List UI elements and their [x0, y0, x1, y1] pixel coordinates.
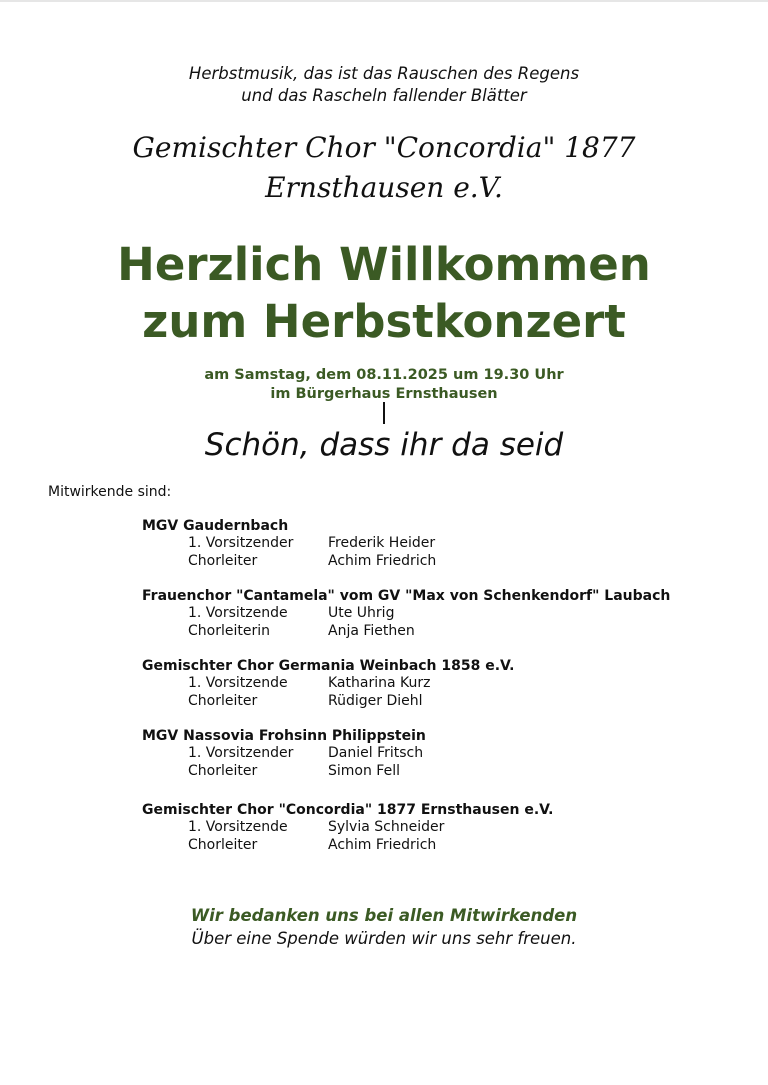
choir-entry	[142, 587, 742, 640]
welcome-line-1: Herzlich Willkommen	[117, 238, 651, 291]
choir-entry	[142, 727, 742, 780]
person-name: Simon Fell	[328, 762, 400, 779]
person-name: Frederik Heider	[328, 535, 436, 551]
role-row	[142, 605, 742, 623]
role-label: Chorleiter	[188, 692, 258, 709]
role-row	[142, 553, 742, 571]
text-cursor	[383, 402, 385, 424]
person-name: Achim Friedrich	[328, 836, 437, 853]
club-name-line-1: Gemischter Chor "Concordia" 1877	[132, 131, 636, 164]
role-label: 1. Vorsitzende	[188, 819, 288, 835]
choir-name: MGV Gaudernbach	[142, 518, 289, 534]
role-label: Chorleiterin	[188, 622, 270, 639]
choir-name: MGV Nassovia Frohsinn Philippstein	[142, 728, 426, 744]
role-row	[142, 623, 742, 641]
person-name: Anja Fiethen	[328, 622, 415, 639]
choir-name: Frauenchor "Cantamela" vom GV "Max von Schenkendorf" Laubach	[142, 588, 671, 604]
donation-line: Über eine Spende würden wir uns sehr freuen.	[191, 929, 577, 948]
person-name: Achim Friedrich	[328, 552, 437, 569]
event-date: am Samstag, dem 08.11.2025 um 19.30 Uhr	[204, 367, 564, 383]
role-row	[142, 535, 742, 553]
welcome-line-2: zum Herbstkonzert	[142, 295, 626, 348]
choir-list	[142, 517, 742, 871]
person-name: Ute Uhrig	[328, 605, 395, 621]
role-label: Chorleiter	[188, 836, 258, 853]
person-name: Daniel Fritsch	[328, 745, 424, 761]
role-label: 1. Vorsitzende	[188, 675, 288, 691]
event-details	[0, 366, 768, 404]
role-row	[142, 819, 742, 837]
role-row	[142, 837, 742, 855]
choir-entry	[142, 517, 742, 570]
event-venue: im Bürgerhaus Ernsthausen	[270, 386, 498, 402]
club-name-line-2: Ernsthausen e.V.	[265, 171, 503, 204]
role-label: 1. Vorsitzender	[188, 535, 294, 551]
club-name	[0, 128, 768, 208]
thanks-line: Wir bedanken uns bei allen Mitwirkenden	[190, 906, 578, 925]
role-row	[142, 675, 742, 693]
motto	[0, 63, 768, 107]
choir-entry	[142, 801, 742, 854]
role-row	[142, 745, 742, 763]
motto-line-2: und das Rascheln fallender Blätter	[241, 86, 527, 105]
greeting: Schön, dass ihr da seid	[204, 427, 564, 463]
role-label: Chorleiter	[188, 762, 258, 779]
person-name: Sylvia Schneider	[328, 819, 445, 835]
role-label: 1. Vorsitzender	[188, 745, 294, 761]
welcome-heading	[0, 236, 768, 350]
role-row	[142, 763, 742, 781]
choir-entry	[142, 657, 742, 710]
motto-line-1: Herbstmusik, das ist das Rauschen des Regens	[188, 64, 580, 83]
role-row	[142, 693, 742, 711]
participants-intro: Mitwirkende sind:	[48, 484, 172, 500]
person-name: Katharina Kurz	[328, 675, 431, 691]
choir-name: Gemischter Chor "Concordia" 1877 Ernsthausen e.V.	[142, 802, 554, 818]
role-label: Chorleiter	[188, 552, 258, 569]
role-label: 1. Vorsitzende	[188, 605, 288, 621]
choir-name: Gemischter Chor Germania Weinbach 1858 e.V.	[142, 658, 515, 674]
person-name: Rüdiger Diehl	[328, 692, 423, 709]
